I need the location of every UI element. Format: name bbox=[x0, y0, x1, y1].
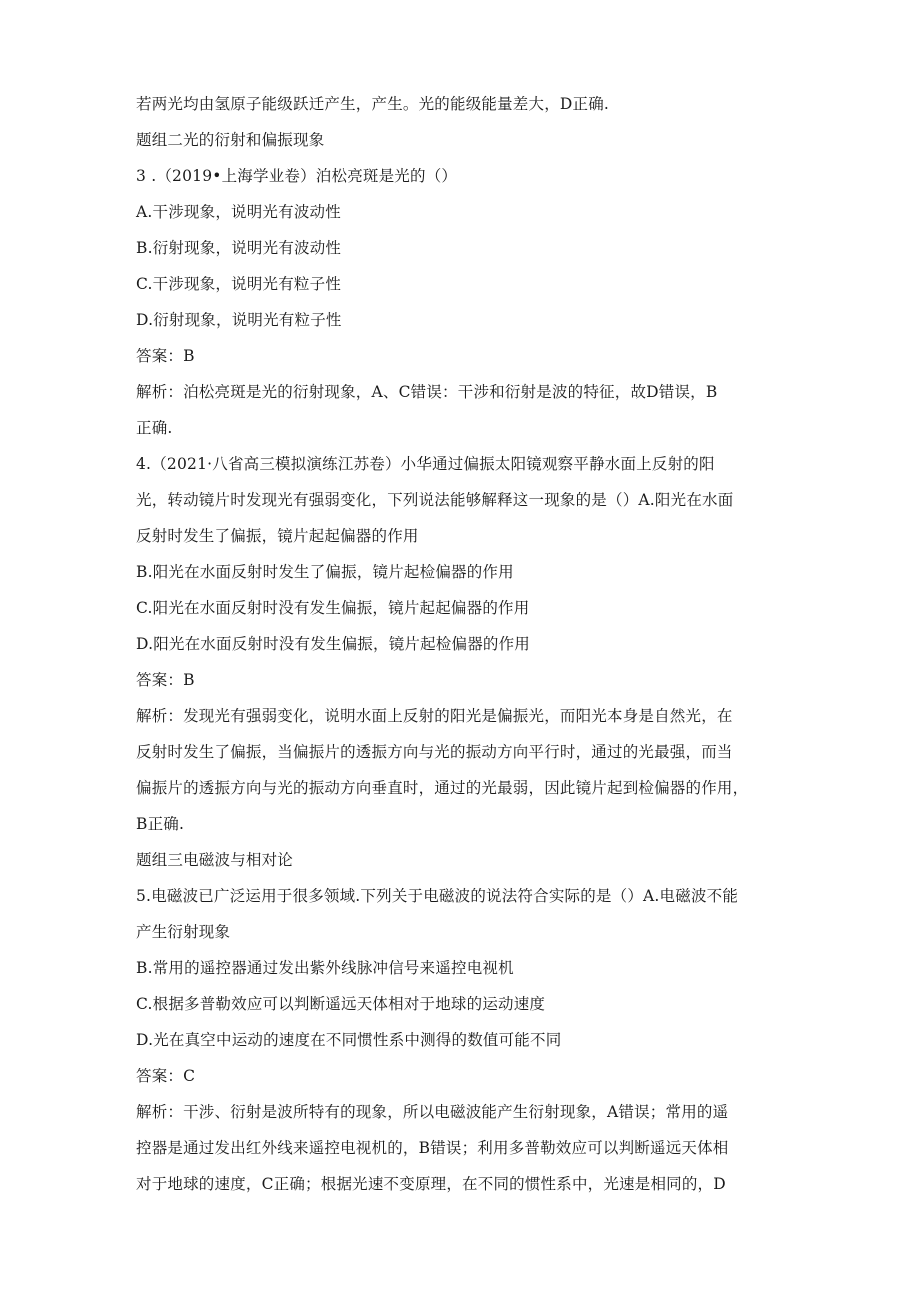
option-a: 反射时发生了偏振，镜片起起偏器的作用 bbox=[136, 527, 419, 545]
answer: 答案：B bbox=[136, 347, 195, 365]
explanation-line: 对于地球的速度，C正确；根据光速不变原理，在不同的惯性系中，光速是相同的，D bbox=[136, 1175, 726, 1193]
text-line: 若两光均由氢原子能级跃迁产生，产生。光的能级能量差大，D正确. bbox=[136, 95, 610, 113]
option-d: D.衍射现象，说明光有粒子性 bbox=[136, 311, 342, 329]
option-a: 产生衍射现象 bbox=[136, 923, 231, 941]
question-4-line: 光，转动镜片时发现光有强弱变化，下列说法能够解释这一现象的是（）A.阳光在水面 bbox=[136, 491, 734, 509]
explanation-line: 解析：泊松亮斑是光的衍射现象，A、C错误：干涉和衍射是波的特征，故D错误，B bbox=[136, 383, 718, 401]
explanation-line: 正确. bbox=[136, 419, 173, 437]
answer: 答案：B bbox=[136, 671, 195, 689]
option-a: A.干涉现象，说明光有波动性 bbox=[136, 203, 341, 221]
question-3: 3 .（2019•上海学业卷）泊松亮斑是光的（） bbox=[136, 167, 458, 185]
option-c: C.根据多普勒效应可以判断遥远天体相对于地球的运动速度 bbox=[136, 995, 546, 1013]
question-4: 4.（2021·八省高三模拟演练江苏卷）小华通过偏振太阳镜观察平静水面上反射的阳 bbox=[136, 455, 715, 473]
explanation-line: 偏振片的透振方向与光的振动方向垂直时，通过的光最弱，因此镜片起到检偏器的作用， bbox=[136, 779, 749, 797]
option-c: C.干涉现象，说明光有粒子性 bbox=[136, 275, 342, 293]
section-heading: 题组三电磁波与相对论 bbox=[136, 851, 294, 869]
option-b: B.衍射现象，说明光有波动性 bbox=[136, 239, 342, 257]
option-b: B.阳光在水面反射时发生了偏振，镜片起检偏器的作用 bbox=[136, 563, 514, 581]
question-5: 5.电磁波已广泛运用于很多领域.下列关于电磁波的说法符合实际的是（）A.电磁波不能 bbox=[136, 887, 739, 905]
option-b: B.常用的遥控器通过发出紫外线脉冲信号来遥控电视机 bbox=[136, 959, 514, 977]
explanation-line: 控器是通过发出红外线来遥控电视机的，B错误；利用多普勒效应可以判断遥远天体相 bbox=[136, 1139, 729, 1157]
option-d: D.阳光在水面反射时没有发生偏振，镜片起检偏器的作用 bbox=[136, 635, 531, 653]
document-body bbox=[136, 86, 796, 1202]
option-c: C.阳光在水面反射时没有发生偏振，镜片起起偏器的作用 bbox=[136, 599, 530, 617]
explanation-line: 反射时发生了偏振，当偏振片的透振方向与光的振动方向平行时，通过的光最强，而当 bbox=[136, 743, 733, 761]
answer: 答案：C bbox=[136, 1067, 196, 1085]
option-d: D.光在真空中运动的速度在不同惯性系中测得的数值可能不同 bbox=[136, 1031, 562, 1049]
explanation-line: 解析：干涉、衍射是波所特有的现象，所以电磁波能产生衍射现象，A错误；常用的遥 bbox=[136, 1103, 729, 1121]
explanation-line: 解析：发现光有强弱变化，说明水面上反射的阳光是偏振光，而阳光本身是自然光，在 bbox=[136, 707, 733, 725]
section-heading: 题组二光的衍射和偏振现象 bbox=[136, 131, 325, 149]
explanation-line: B正确. bbox=[136, 815, 185, 833]
